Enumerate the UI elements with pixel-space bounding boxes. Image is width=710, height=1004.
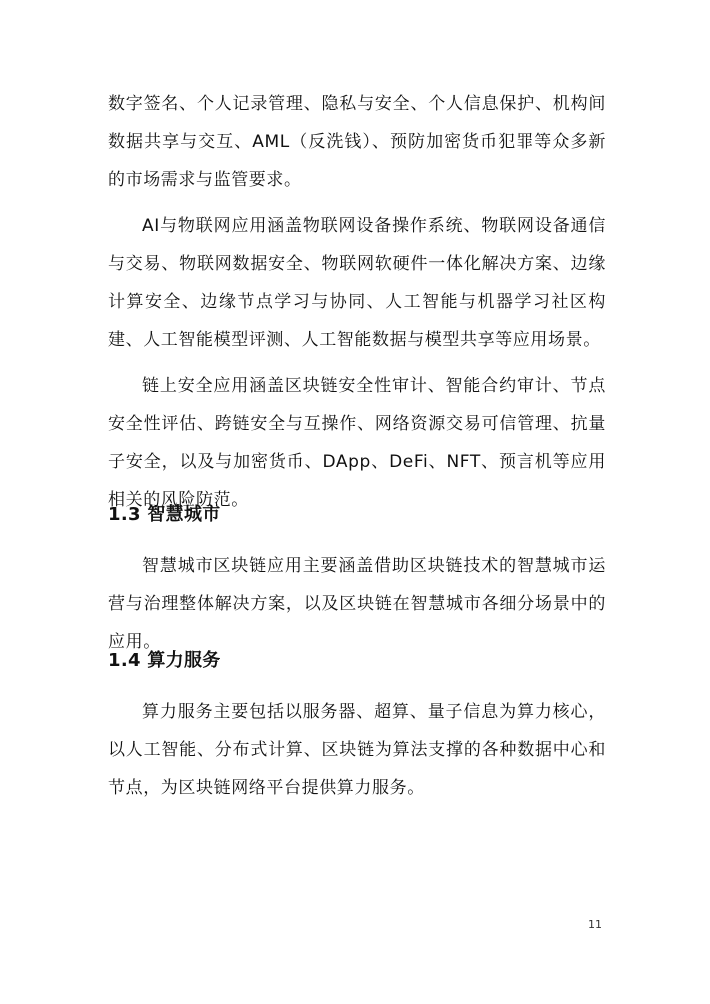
paragraph-ai-iot: AI与物联网应用涵盖物联网设备操作系统、物联网设备通信与交易、物联网数据安全、物联网软硬件一体化解决方案、边缘计算安全、边缘节点学习与协同、人工智能与机器学习社区构建、人工智能模型评测、人工智能数据与模型共享等应用场景。 (108, 216, 606, 350)
paragraph-smart-city: 智慧城市区块链应用主要涵盖借助区块链技术的智慧城市运营与治理整体解决方案，以及区块链在智慧城市各细分场景中的应用。 (108, 556, 606, 652)
paragraph-onchain-security: 链上安全应用涵盖区块链安全性审计、智能合约审计、节点安全性评估、跨链安全与互操作、网络资源交易可信管理、抗量子安全，以及与加密货币、DApp、DeFi、NFT、预言机等应用相关的风险防范。 (108, 376, 606, 510)
section-heading-smart-city: 1.3 智慧城市 (108, 504, 221, 525)
paragraph-computing-power: 算力服务主要包括以服务器、超算、量子信息为算力核心，以人工智能、分布式计算、区块链为算法支撑的各种数据中心和节点，为区块链网络平台提供算力服务。 (108, 702, 606, 798)
section-heading-computing-power: 1.4 算力服务 (108, 650, 221, 671)
paragraph-market-demand: 数字签名、个人记录管理、隐私与安全、个人信息保护、机构间数据共享与交互、AML（反洗钱）、预防加密货币犯罪等众多新的市场需求与监管要求。 (108, 94, 606, 190)
page-number: 11 (588, 918, 602, 931)
